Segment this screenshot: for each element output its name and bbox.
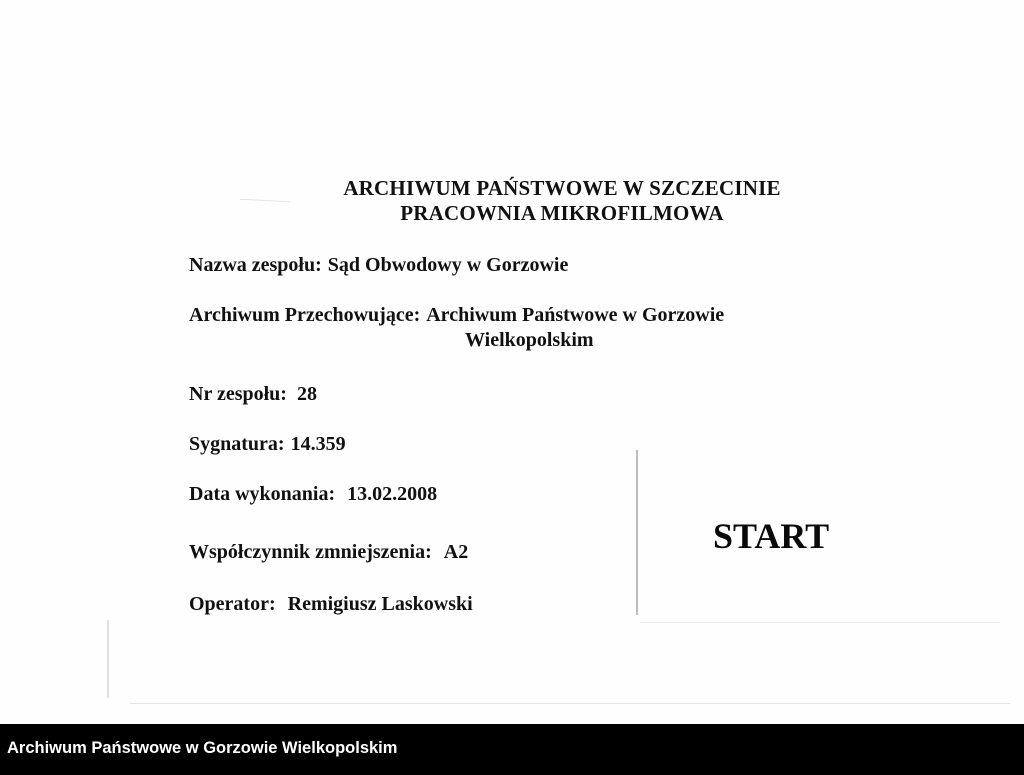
field-label: Sygnatura: — [189, 433, 285, 455]
field-data-wykonania — [189, 483, 437, 506]
field-archiwum-przechowujace-cont — [465, 329, 594, 352]
field-archiwum-przechowujace — [189, 304, 724, 327]
field-operator — [189, 593, 473, 616]
field-value: Wielkopolskim — [465, 329, 594, 351]
field-wspolczynnik-zmniejszenia — [189, 541, 468, 564]
field-label: Nazwa zespołu: — [189, 254, 322, 276]
field-label: Nr zespołu: — [189, 383, 287, 405]
scan-artifact-line — [636, 450, 638, 615]
field-value: Remigiusz Laskowski — [287, 593, 473, 615]
field-value: Sąd Obwodowy w Gorzowie — [327, 254, 569, 276]
field-label: Operator: — [189, 593, 276, 615]
field-value: 14.359 — [290, 433, 346, 455]
scan-artifact-line — [640, 622, 1000, 623]
field-sygnatura — [189, 433, 346, 456]
workshop-name-heading: PRACOWNIA MIKROFILMOWA — [400, 201, 724, 225]
field-value: Archiwum Państwowe w Gorzowie — [426, 304, 725, 326]
footer-caption: Archiwum Państwowe w Gorzowie Wielkopolskim — [7, 739, 398, 757]
field-nr-zespolu — [189, 383, 317, 406]
start-marker: START — [713, 516, 830, 556]
field-nazwa-zespolu — [189, 254, 568, 277]
field-value: 13.02.2008 — [347, 483, 438, 505]
field-label: Archiwum Przechowujące: — [189, 304, 421, 326]
field-value: 28 — [296, 383, 317, 405]
scan-artifact-line — [130, 703, 1010, 704]
scan-artifact-line — [107, 620, 109, 698]
field-value: A2 — [443, 541, 469, 563]
footer-caption-bar — [0, 724, 1024, 775]
field-label: Data wykonania: — [189, 483, 336, 505]
archive-name-heading: ARCHIWUM PAŃSTWOWE W SZCZECINIE — [343, 176, 781, 200]
field-label: Współczynnik zmniejszenia: — [189, 541, 432, 563]
